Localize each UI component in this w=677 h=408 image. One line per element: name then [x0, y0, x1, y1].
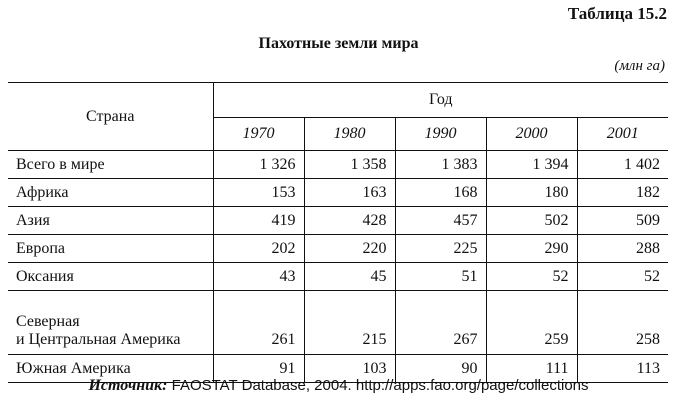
header-row	[8, 83, 668, 118]
country-cell: Всего в мире	[8, 151, 213, 179]
value-cell: 1 326	[213, 151, 304, 179]
value-cell: 258	[577, 291, 668, 355]
country-cell	[8, 291, 213, 355]
value-cell: 168	[395, 179, 486, 207]
value-cell: 182	[577, 179, 668, 207]
value-cell: 215	[304, 291, 395, 355]
value-cell: 419	[213, 207, 304, 235]
country-cell: Европа	[8, 235, 213, 263]
country-cell: Азия	[8, 207, 213, 235]
source-label: Источник:	[88, 377, 168, 394]
country-cell: Африка	[8, 179, 213, 207]
header-year-cell: 2000	[486, 118, 577, 151]
header-country: Страна	[8, 83, 213, 151]
table-row	[8, 151, 668, 179]
table-row	[8, 207, 668, 235]
header-year: Год	[213, 83, 668, 118]
value-cell: 45	[304, 263, 395, 291]
table-row	[8, 235, 668, 263]
value-cell: 1 358	[304, 151, 395, 179]
value-cell: 259	[486, 291, 577, 355]
table-number: Таблица 15.2	[567, 4, 667, 23]
value-cell: 225	[395, 235, 486, 263]
value-cell: 153	[213, 179, 304, 207]
country-cell: Оксания	[8, 263, 213, 291]
value-cell: 1 402	[577, 151, 668, 179]
country-line: и Центральная Америка	[16, 331, 181, 348]
table-row	[8, 291, 668, 355]
value-cell: 52	[486, 263, 577, 291]
table-title: Пахотные земли мира	[258, 35, 419, 52]
value-cell: 290	[486, 235, 577, 263]
source-text: FAOSTAT Database, 2004. http://apps.fao.org/page/collections	[167, 377, 589, 394]
value-cell: 180	[486, 179, 577, 207]
table-row	[8, 179, 668, 207]
value-cell: 163	[304, 179, 395, 207]
value-cell: 51	[395, 263, 486, 291]
value-cell: 202	[213, 235, 304, 263]
value-cell: 103	[304, 355, 395, 383]
country-line: Северная	[16, 313, 80, 330]
header-year-cell: 1970	[213, 118, 304, 151]
country-cell: Южная Америка	[8, 355, 213, 383]
value-cell: 502	[486, 207, 577, 235]
value-cell: 113	[577, 355, 668, 383]
units-label: (млн га)	[614, 58, 665, 74]
value-cell: 1 394	[486, 151, 577, 179]
source-note	[0, 377, 677, 395]
value-cell: 220	[304, 235, 395, 263]
value-cell: 43	[213, 263, 304, 291]
header-year-cell: 1980	[304, 118, 395, 151]
value-cell: 52	[577, 263, 668, 291]
value-cell: 91	[213, 355, 304, 383]
value-cell: 267	[395, 291, 486, 355]
value-cell: 509	[577, 207, 668, 235]
value-cell: 288	[577, 235, 668, 263]
value-cell: 111	[486, 355, 577, 383]
value-cell: 1 383	[395, 151, 486, 179]
value-cell: 261	[213, 291, 304, 355]
table-row	[8, 263, 668, 291]
value-cell: 428	[304, 207, 395, 235]
value-cell: 457	[395, 207, 486, 235]
header-year-cell: 2001	[577, 118, 668, 151]
header-year-cell: 1990	[395, 118, 486, 151]
value-cell: 90	[395, 355, 486, 383]
arable-land-table	[8, 82, 668, 383]
